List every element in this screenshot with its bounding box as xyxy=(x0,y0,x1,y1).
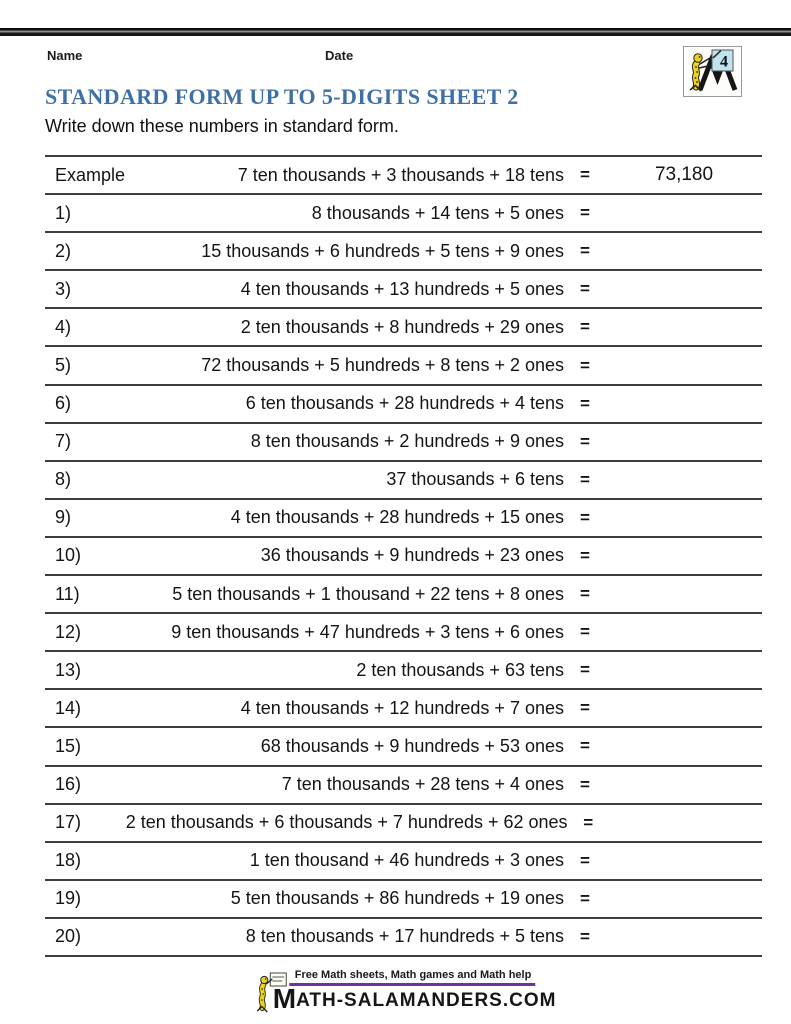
footer-wordmark-rest: ATH-SALAMANDERS.COM xyxy=(296,990,557,1011)
worksheet-title: STANDARD FORM UP TO 5-DIGITS SHEET 2 xyxy=(45,84,519,109)
row-label: 11) xyxy=(55,583,80,604)
equals-sign: = xyxy=(580,545,590,565)
svg-text:4: 4 xyxy=(720,53,728,71)
row-label: 1) xyxy=(55,202,72,223)
row-label: 18) xyxy=(55,850,82,871)
equals-sign: = xyxy=(580,469,590,489)
problem-row xyxy=(45,843,762,881)
problem-row xyxy=(45,347,762,385)
equals-sign: = xyxy=(580,698,590,718)
row-label: 4) xyxy=(55,316,72,337)
date-field-label: Date xyxy=(325,48,354,63)
footer-brand-block xyxy=(253,969,557,1015)
row-label: 20) xyxy=(55,926,82,947)
name-field-label: Name xyxy=(47,48,83,63)
footer-wordmark xyxy=(273,984,557,1015)
salamander-grade-icon xyxy=(684,47,741,96)
expression-text: 2 ten thousands + 8 hundreds + 29 ones xyxy=(240,316,564,337)
equals-sign: = xyxy=(580,355,590,375)
equals-sign: = xyxy=(580,926,590,946)
expression-text: 5 ten thousands + 1 thousand + 22 tens + 8 ones xyxy=(172,583,564,604)
equals-sign: = xyxy=(580,774,590,794)
problem-row xyxy=(45,767,762,805)
expression-text: 5 ten thousands + 86 hundreds + 19 ones xyxy=(230,888,564,909)
equals-sign: = xyxy=(580,736,590,756)
expression-text: 4 ten thousands + 13 hundreds + 5 ones xyxy=(240,278,564,299)
expression-text: 6 ten thousands + 28 hundreds + 4 tens xyxy=(245,393,564,414)
row-label: 16) xyxy=(55,774,82,795)
row-label: 2) xyxy=(55,240,72,261)
equals-sign: = xyxy=(580,203,590,223)
problem-row xyxy=(45,424,762,462)
equals-sign: = xyxy=(580,393,590,413)
expression-text: 2 ten thousands + 63 tens xyxy=(356,659,564,680)
row-label: 14) xyxy=(55,697,82,718)
problem-row xyxy=(45,500,762,538)
equals-sign: = xyxy=(580,584,590,604)
row-label: 12) xyxy=(55,621,82,642)
worksheet-table xyxy=(45,155,762,957)
problem-row xyxy=(45,271,762,309)
equals-sign: = xyxy=(580,660,590,680)
expression-text: 15 thousands + 6 hundreds + 5 tens + 9 ones xyxy=(201,240,564,261)
grade-logo xyxy=(683,46,742,97)
expression-text: 68 thousands + 9 hundreds + 53 ones xyxy=(260,735,564,756)
problem-row xyxy=(45,652,762,690)
equals-sign: = xyxy=(580,507,590,527)
row-label: 6) xyxy=(55,393,72,414)
row-label: 9) xyxy=(55,507,72,528)
footer-tagline: Free Math sheets, Math games and Math help xyxy=(289,969,536,986)
problem-row xyxy=(45,233,762,271)
problem-row xyxy=(45,538,762,576)
equals-sign: = xyxy=(580,165,590,185)
expression-text: 9 ten thousands + 47 hundreds + 3 tens + 6 ones xyxy=(171,621,564,642)
problem-row xyxy=(45,690,762,728)
problem-row xyxy=(45,728,762,766)
problem-row xyxy=(45,576,762,614)
row-label: 5) xyxy=(55,355,72,376)
expression-text: 4 ten thousands + 12 hundreds + 7 ones xyxy=(240,697,564,718)
header-divider-rule xyxy=(0,28,791,36)
expression-text: 37 thousands + 6 tens xyxy=(386,469,564,490)
expression-text: 4 ten thousands + 28 hundreds + 15 ones xyxy=(230,507,564,528)
worksheet-instruction: Write down these numbers in standard form. xyxy=(45,116,399,136)
row-label: 15) xyxy=(55,735,82,756)
row-label: 13) xyxy=(55,659,82,680)
equals-sign: = xyxy=(580,622,590,642)
problem-row xyxy=(45,309,762,347)
expression-text: 8 ten thousands + 2 hundreds + 9 ones xyxy=(250,431,564,452)
row-label: 3) xyxy=(55,278,72,299)
expression-text: 2 ten thousands + 6 thousands + 7 hundreds + 62 ones xyxy=(125,812,568,833)
row-label: 10) xyxy=(55,545,82,566)
expression-text: 8 thousands + 14 tens + 5 ones xyxy=(311,202,564,223)
expression-text: 72 thousands + 5 hundreds + 8 tens + 2 ones xyxy=(201,355,564,376)
row-label: 8) xyxy=(55,469,72,490)
expression-text: 8 ten thousands + 17 hundreds + 5 tens xyxy=(245,926,564,947)
equals-sign: = xyxy=(580,431,590,451)
equals-sign: = xyxy=(580,850,590,870)
problem-row xyxy=(45,805,762,843)
footer-wordmark-initial: M xyxy=(272,983,297,1014)
problem-row xyxy=(45,195,762,233)
expression-text: 7 ten thousands + 3 thousands + 18 tens xyxy=(237,164,564,185)
equals-sign: = xyxy=(580,888,590,908)
expression-text: 36 thousands + 9 hundreds + 23 ones xyxy=(260,545,564,566)
equals-sign: = xyxy=(583,812,594,832)
row-label: 19) xyxy=(55,888,82,909)
row-label: Example xyxy=(55,164,126,185)
equals-sign: = xyxy=(580,279,590,299)
row-label: 17) xyxy=(55,812,82,833)
problem-row xyxy=(45,462,762,500)
expression-text: 1 ten thousand + 46 hundreds + 3 ones xyxy=(249,850,564,871)
expression-text: 7 ten thousands + 28 tens + 4 ones xyxy=(281,774,564,795)
problem-row xyxy=(45,881,762,919)
example-row xyxy=(45,157,762,195)
equals-sign: = xyxy=(580,241,590,261)
problem-row xyxy=(45,386,762,424)
problem-row xyxy=(45,919,762,957)
row-label: 7) xyxy=(55,431,72,452)
problem-row xyxy=(45,614,762,652)
equals-sign: = xyxy=(580,317,590,337)
answer-value: 73,180 xyxy=(654,164,714,186)
